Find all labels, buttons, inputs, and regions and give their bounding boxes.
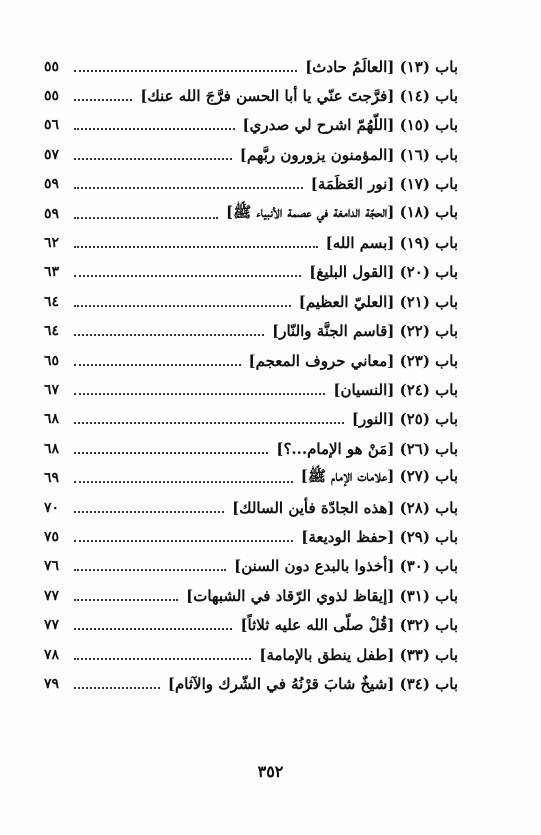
toc-entry-page: ٦٤ <box>44 293 60 310</box>
toc-entry-title: باب (١٣) [العالَمُ حادث] <box>305 57 458 76</box>
toc-entry <box>44 405 458 434</box>
dot-leader <box>74 187 303 189</box>
toc-entry-title: باب (٢٧) [علامات الإمام ﷺ] <box>300 467 458 486</box>
toc-entry-page: ٥٩ <box>44 176 60 193</box>
toc-entry-page: ٥٥ <box>44 88 60 105</box>
toc-entry-title: باب (٣٤) [شيخٌ شابَ قرْنُهُ في الشّرك والآثام] <box>167 674 458 693</box>
toc-entry-title: باب (٣٢) [قُلْ صلّى الله عليه ثلاثاً] <box>240 616 458 635</box>
dot-leader <box>74 628 232 630</box>
toc-entry-title: باب (٢٥) [النور] <box>351 410 458 429</box>
dot-leader <box>74 128 235 130</box>
toc-entry-title: باب (٢٨) [هذه الجادّة فأين السالك] <box>232 498 458 517</box>
toc-entry-title: باب (١٧) [نور العَظَمَة] <box>310 175 458 194</box>
toc-entry <box>44 581 458 610</box>
dot-leader <box>74 393 325 395</box>
toc-entry-page: ٥٥ <box>44 58 60 75</box>
toc-entry <box>44 52 458 81</box>
dot-leader <box>74 305 291 307</box>
toc-entry <box>44 170 458 199</box>
toc-entry-title: باب (١٦) [المؤمنون يزورون ربَّهم] <box>239 145 458 164</box>
toc-entry-title: باب (٣٣) [طفل ينطق بالإمامة] <box>259 645 458 664</box>
dot-leader <box>74 687 160 689</box>
dot-leader <box>74 452 268 454</box>
toc-entry <box>44 228 458 257</box>
dot-leader <box>74 70 297 72</box>
dot-leader <box>74 422 344 424</box>
toc-entry-page: ٦٢ <box>44 235 60 252</box>
toc-entry <box>44 287 458 316</box>
table-of-contents <box>44 52 458 699</box>
dot-leader <box>74 158 232 160</box>
toc-entry <box>44 140 458 169</box>
dot-leader <box>74 658 251 660</box>
dot-leader <box>74 246 318 248</box>
toc-entry-page: ٥٦ <box>44 117 60 134</box>
toc-entry <box>44 81 458 110</box>
toc-entry <box>44 375 458 404</box>
toc-entry <box>44 552 458 581</box>
toc-entry-title: باب (٢١) [العليّ العظيم] <box>298 292 458 311</box>
dot-leader <box>74 364 241 366</box>
toc-entry <box>44 111 458 140</box>
toc-entry <box>44 434 458 463</box>
toc-entry-page: ٧٩ <box>44 675 60 692</box>
toc-entry-title: باب (١٨) [الحجّة الدامغة في عصمة الأنبياء ﷺ] <box>225 202 458 221</box>
dot-leader <box>74 540 293 542</box>
toc-entry <box>44 669 458 698</box>
toc-entry <box>44 346 458 375</box>
toc-entry-title: باب (٢٦) [مَنْ هو الإمام...؟] <box>276 439 458 458</box>
toc-entry-page: ٧٠ <box>44 499 60 516</box>
toc-entry <box>44 493 458 522</box>
toc-entry <box>44 199 458 228</box>
toc-entry-page: ٦٨ <box>44 411 60 428</box>
dot-leader <box>74 511 224 513</box>
toc-entry-title: باب (٣٠) [أخذوا بالبدع دون السنن] <box>234 557 458 576</box>
dot-leader <box>74 99 132 101</box>
dot-leader <box>74 569 226 571</box>
toc-entry <box>44 522 458 551</box>
dot-leader <box>74 217 218 219</box>
toc-entry-page: ٦٩ <box>44 470 60 487</box>
toc-entry-title: باب (١٤) [فرَّجتَ عنّي يا أبا الحسن فرَّجَ الله عنك] <box>140 87 458 106</box>
toc-entry-page: ٧٧ <box>44 617 60 634</box>
toc-entry-title: باب (١٥) [اللّهُمّ اشرح لي صدري] <box>242 116 458 135</box>
toc-entry-page: ٦٨ <box>44 440 60 457</box>
dot-leader <box>74 599 178 601</box>
toc-entry-page: ٧٦ <box>44 558 60 575</box>
toc-entry-title: باب (٣١) [إيقاظ لذوي الرّقاد في الشبهات] <box>186 586 458 605</box>
toc-entry <box>44 610 458 639</box>
toc-entry-page: ٧٨ <box>44 646 60 663</box>
toc-entry-page: ٦٧ <box>44 381 60 398</box>
toc-entry <box>44 258 458 287</box>
dot-leader <box>74 481 293 483</box>
dot-leader <box>74 275 301 277</box>
toc-entry-title: باب (٢٤) [النسيان] <box>333 380 458 399</box>
dot-leader <box>74 334 264 336</box>
toc-entry-title: باب (٢٩) [حفظ الوديعة] <box>301 527 458 546</box>
toc-entry-page: ٦٤ <box>44 323 60 340</box>
toc-entry <box>44 317 458 346</box>
toc-entry <box>44 640 458 669</box>
toc-entry-title: باب (٢٢) [قاسم الجنَّة والنّار] <box>272 322 458 341</box>
toc-entry-title: باب (٢٣) [معاني حروف المعجم] <box>248 351 458 370</box>
toc-entry-page: ٦٣ <box>44 264 60 281</box>
toc-entry-page: ٥٧ <box>44 146 60 163</box>
toc-entry-title: باب (٢٠) [القول البليغ] <box>309 263 458 282</box>
toc-entry-page: ٦٥ <box>44 352 60 369</box>
toc-entry-page: ٧٥ <box>44 528 60 545</box>
toc-entry-page: ٥٩ <box>44 205 60 222</box>
toc-entry <box>44 463 458 492</box>
toc-entry-page: ٧٧ <box>44 587 60 604</box>
page-number: ٣٥٢ <box>257 762 284 781</box>
toc-entry-title: باب (١٩) [بسم الله] <box>325 234 458 253</box>
